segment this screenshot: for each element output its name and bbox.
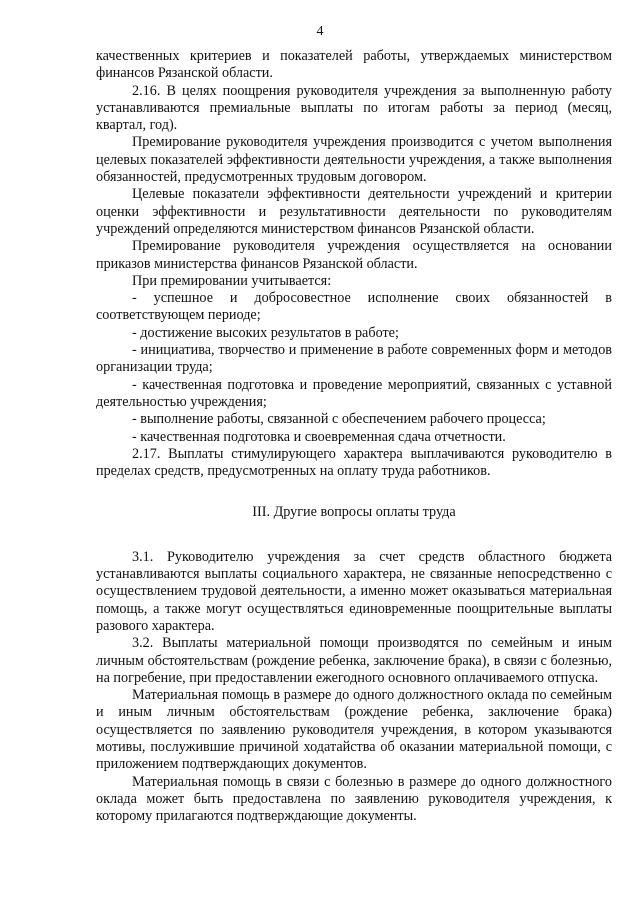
paragraph-3-2: 3.2. Выплаты материальной помощи производятся по семейным и иным личным обстоятельствам (рождение ребенка, заключение брака), в связи с болезнью, на погребение, при предоставлении ежегодного основного оплачиваемого отпуска.	[96, 635, 612, 686]
list-item: - качественная подготовка и проведение мероприятий, связанных с уставной деятельностью учреждения;	[96, 376, 612, 410]
paragraph-bonus-basis: Премирование руководителя учреждения осуществляется на основании приказов министерства финансов Рязанской области.	[96, 238, 612, 272]
paragraph-bonus-considered: При премировании учитывается:	[132, 272, 332, 289]
list-item: - успешное и добросовестное исполнение своих обязанностей в соответствующем периоде;	[96, 290, 612, 324]
paragraph-bonus-conditions: Премирование руководителя учреждения производится с учетом выполнения целевых показателей эффективности деятельности учреждения, а также выполнения обязанностей, предусмотренных трудовым договором.	[96, 134, 612, 186]
paragraph-family-aid: Материальная помощь в размере до одного должностного оклада по семейным и иным личным обстоятельствам (рождение ребенка, заключение брака) осуществляется по заявлению руководителя учреждения, в котором указываются мотивы, послужившие причиной ходатайства об оказании материальной помощи, с приложением подтверждающих документов.	[96, 687, 612, 773]
list-item: - качественная подготовка и своевременная сдача отчетности.	[132, 428, 506, 445]
document-body	[96, 48, 612, 825]
list-item: - инициатива, творчество и применение в работе современных форм и методов организации труда;	[96, 342, 612, 376]
page-number: 4	[316, 24, 324, 39]
paragraph-3-1: 3.1. Руководителю учреждения за счет средств областного бюджета устанавливаются выплаты социального характера, не связанные непосредственно с осуществлением трудовой деятельности, а именно может оказываться материальная помощь, а также могут осуществляться единовременные поощрительные выплаты разового характера.	[96, 548, 612, 634]
section-heading: III. Другие вопросы оплаты труда	[252, 504, 456, 521]
paragraph-2-16: 2.16. В целях поощрения руководителя учреждения за выполненную работу устанавливаются премиальные выплаты по итогам работы за период (месяц, квартал, год).	[96, 82, 612, 134]
list-item: - достижение высоких результатов в работе;	[132, 324, 399, 341]
paragraph-2-17: 2.17. Выплаты стимулирующего характера выплачиваются руководителю в пределах средств, предусмотренных на оплату труда работников.	[96, 445, 612, 480]
list-item: - выполнение работы, связанной с обеспечением рабочего процесса;	[132, 411, 546, 428]
paragraph-target-indicators: Целевые показатели эффективности деятельности учреждений и критерии оценки эффективности и результативности деятельности по руководителям учреждений определяются министерством финансов Рязанской области.	[96, 186, 612, 237]
paragraph-continuation: качественных критериев и показателей работы, утверждаемых министерством финансов Рязанской области.	[96, 48, 612, 82]
paragraph-illness-aid: Материальная помощь в связи с болезнью в размере до одного должностного оклада может быть предоставлена по заявлению руководителя учреждения, к которому прилагаются подтверждающие документы.	[96, 773, 612, 825]
